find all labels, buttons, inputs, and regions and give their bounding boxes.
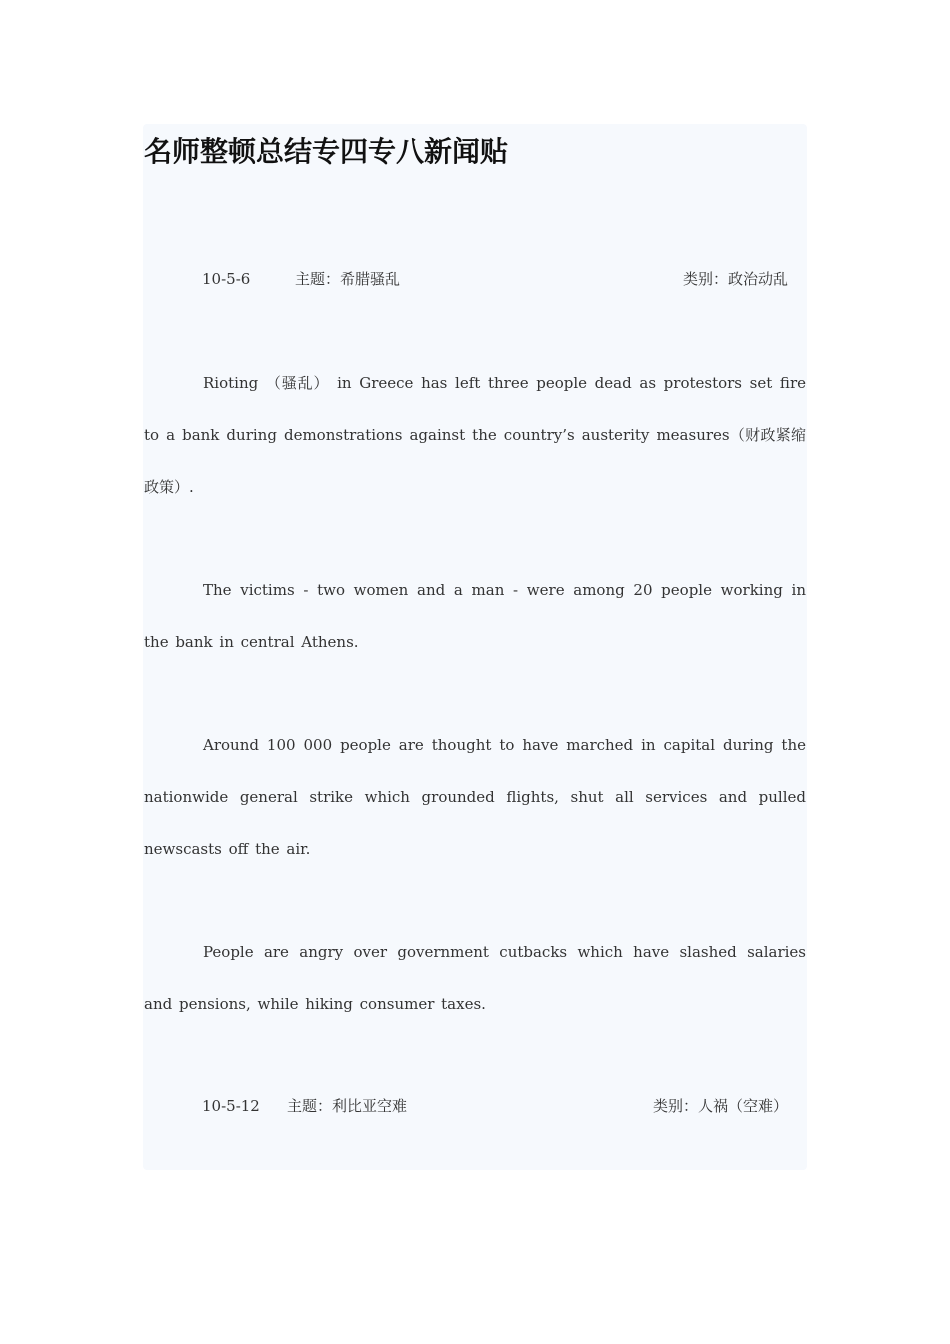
entry-topic: 主题：利比亚空难 [287, 1097, 408, 1115]
entry-category: 类别：政治动乱 [682, 270, 788, 288]
entry-date: 10-5-12 [202, 1097, 260, 1115]
entry-category: 类别：人祸（空难） [652, 1097, 788, 1115]
entry-topic: 主题：希腊骚乱 [295, 270, 401, 288]
paragraph-victims: The victims - two women and a man - were among 20 people working in the bank in central Athens. [144, 581, 806, 651]
paragraph-anger: People are angry over government cutbacks which have slashed salaries and pensions, while hiking consumer taxes. [144, 943, 806, 1013]
entry-date: 10-5-6 [202, 270, 251, 288]
entry-header-libya [144, 1093, 806, 1119]
entry-header-greece [144, 266, 806, 292]
paragraph-rioting: Rioting （骚乱） in Greece has left three people dead as protestors set fire to a bank during demonstrations against the country’s austerity measures（财政紧缩政策）. [144, 374, 806, 496]
document-title: 名师整顿总结专四专八新闻贴 [144, 135, 509, 168]
paragraph-march: Around 100 000 people are thought to have marched in capital during the nationwide general strike which grounded flights, shut all services and pulled newscasts off the air. [144, 736, 806, 858]
